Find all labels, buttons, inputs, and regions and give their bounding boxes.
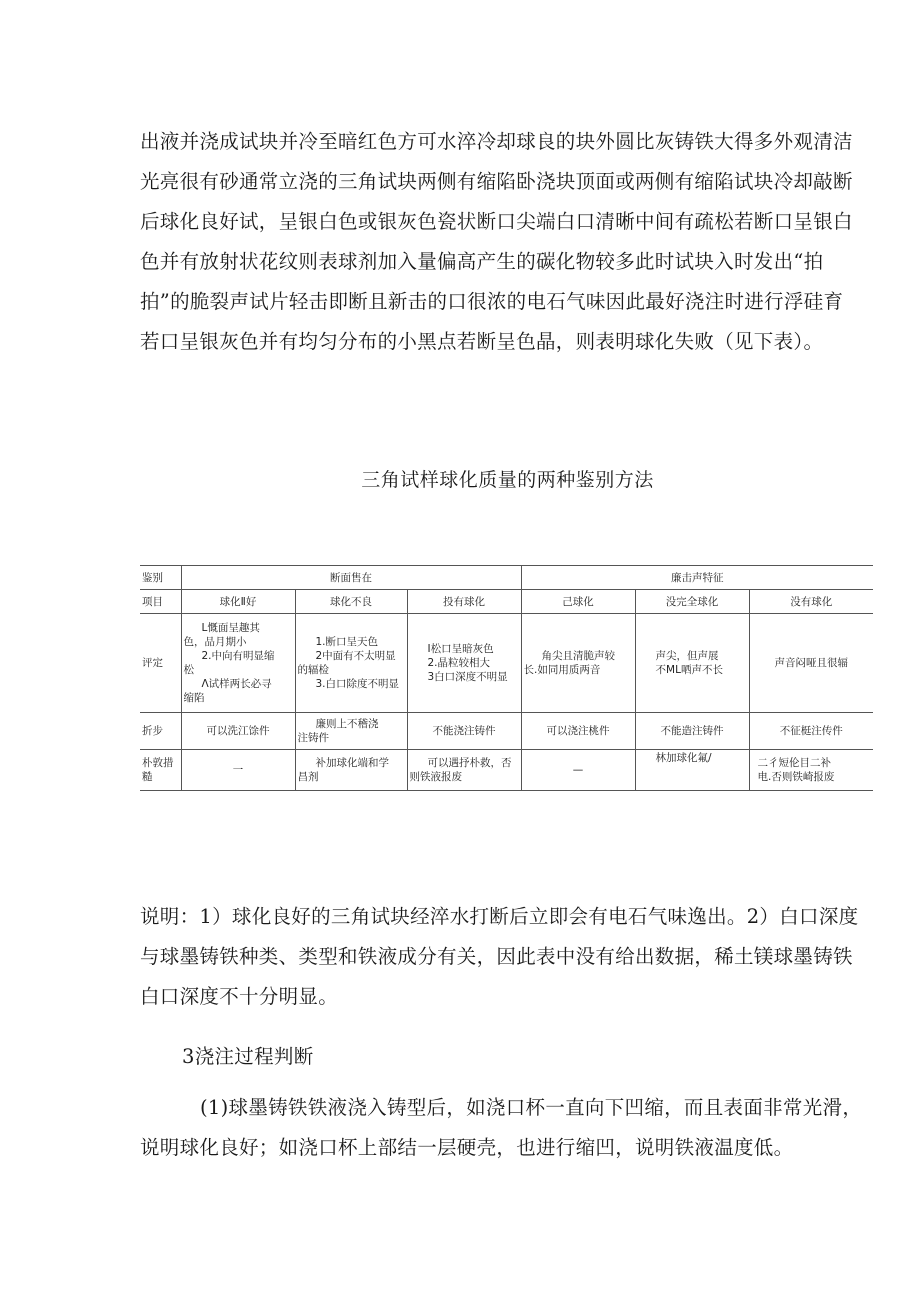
row-label: 朴敦措 糙 [140,750,181,791]
column-header: 球化不良 [295,590,407,614]
table-cell: 声尖，但声展 不ML哂声不长 [635,614,749,713]
intro-line: 色并有放射状花纹则表球剂加入量偏高产生的碳化物较多此时试块入时发出“拍 [140,250,824,273]
note-line: 白口深度不十分明显。 [140,985,339,1008]
section-line: (1)球墨铸铁铁液浇入铸型后，如浇口杯一直向下凹缩，而且表面非常光滑， [200,1096,863,1119]
header-group-fracture: 断面售在 [181,566,521,590]
table-cell: I松口呈暗灰色 2.晶粒较相大 3白口深度不明显 [407,614,521,713]
table-cell: L慨面呈趣其 色，品月期小 2.中向有明显缩 松 Λ试样两长必寻 缩陷 [181,614,295,713]
column-header: 没有球化 [749,590,873,614]
table-cell: 不能造注铸件 [635,713,749,750]
column-header: 投有球化 [407,590,521,614]
table-row [140,614,873,713]
intro-line: 后球化良好试，呈银白色或银灰色瓷状断口尖端白口清晰中间有疏松若断口呈银白 [140,210,853,233]
section-heading: 3浇注过程判断 [182,1045,314,1068]
header-group-sound: 廉击声特征 [521,566,873,590]
table-cell: 补加球化端和学 昌剂 [295,750,407,791]
table-row [140,590,873,614]
table-cell: — [521,750,635,791]
table-caption: 三角试样球化质量的两种鉴别方法 [361,469,654,491]
row-label: 项目 [140,590,181,614]
table-cell: 二彳短伦目二补 电.否则铁崎报废 [749,750,873,791]
table-row [140,750,873,791]
table-cell: 不征梃注传件 [749,713,873,750]
intro-line: 光亮很有砂通常立浇的三角试块两侧有缩陷卧浇块顶面或两侧有缩陷试块冷却敲断 [140,170,853,193]
table-cell: 1.断口呈天色 2中面有不太明显 的辐检 3.白口除度不明显 [295,614,407,713]
column-header: 己球化 [521,590,635,614]
table-cell: 可以遇抒朴救，否 则铁液报废 [407,750,521,791]
table-cell: 廉则上不稽浇 注铸件 [295,713,407,750]
table-cell: 角尖且清脆声较 长.如同用质两音 [521,614,635,713]
intro-line: 拍”的脆裂声试片轻击即断且新击的口很浓的电石气味因此最好浇注时进行浮硅育 [140,290,844,313]
intro-line: 若口呈银灰色并有均匀分布的小黑点若断呈色晶，则表明球化失败（见下表）。 [140,330,824,353]
section-paragraph [140,1088,875,1168]
note-line: 说明：1）球化良好的三角试块经淬水打断后立即会有电石气味逸出。2）白口深度 [140,905,859,928]
note-line: 与球墨铸铁种类、类型和铁液成分有关，因此表中没有给出数据，稀土镁球墨铸铁 [140,945,853,968]
note-paragraph [140,897,875,1017]
table-cell: 林加球化氟/ [635,750,749,791]
table-cell: 不能浇注铸件 [407,713,521,750]
row-label: 评定 [140,614,181,713]
quality-table [140,565,873,791]
table-cell: 可以浇注桃件 [521,713,635,750]
intro-paragraph [140,122,875,362]
column-header: 没完全球化 [635,590,749,614]
table-cell: 一 [181,750,295,791]
table-cell: 可以洗江馀件 [181,713,295,750]
intro-line: 出液并浇成试块并冷至暗红色方可水淬冷却球良的块外圆比灰铸铁大得多外观清洁 [140,130,853,153]
column-header: 球化Ⅱ好 [181,590,295,614]
section-line: 说明球化良好；如浇口杯上部结一层硬壳，也进行缩凹，说明铁液温度低。 [140,1136,794,1159]
header-label: 鉴别 [140,566,181,590]
table-row [140,566,873,590]
row-label: 折步 [140,713,181,750]
table-row [140,713,873,750]
table-cell: 声音闷哑且很辐 [749,614,873,713]
